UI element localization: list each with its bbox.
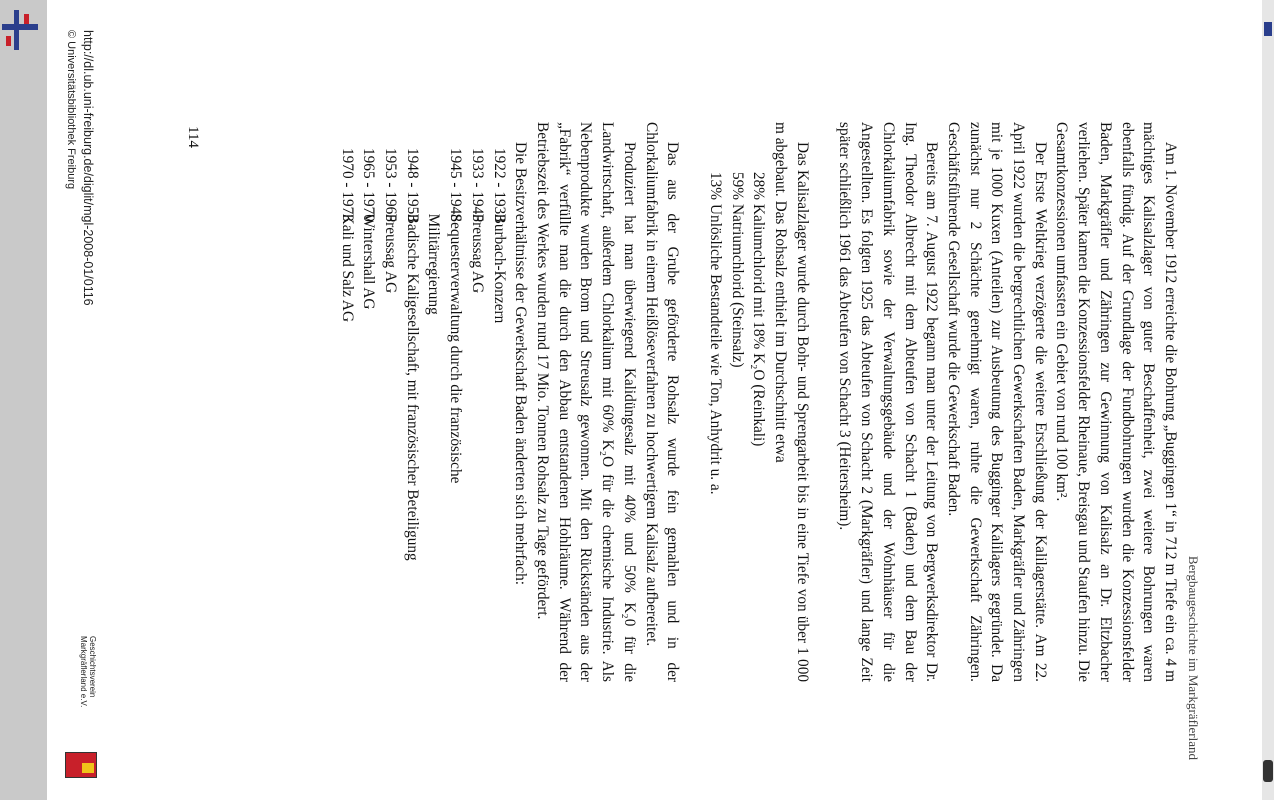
paragraph: Das Kalisalzlager wurde durch Bohr- und Sprengarbeit bis in eine Tiefe von über 1 000 m abgebaut. Das Rohsalz enthielt im Durchschnitt etwa — [772, 122, 811, 682]
society-label — [79, 636, 97, 707]
list-item: 28% Kaliumchlorid mit 18% K₂O (Reinkali) — [750, 172, 768, 447]
paragraph: Die Besitzverhältnisse der Gewerkschaft Baden änderten sich mehrfach: — [512, 142, 530, 586]
list-item: 59% Natriumchlorid (Steinsalz) — [728, 172, 746, 368]
crest-thumb-icon — [1263, 760, 1273, 782]
owners-list — [336, 148, 510, 682]
society-line-1: Geschichtsverein — [88, 636, 97, 698]
next-page-strip[interactable] — [1262, 0, 1274, 800]
list-item: 1933 - 1945 Preussag AG — [468, 148, 486, 294]
source-url-link[interactable]: http://dl.ub.uni-freiburg.de/diglit/mgl-2008-01/0116 — [81, 30, 95, 306]
list-item: 1948 - 1953 Badische Kaligesellschaft, mit französischer Beteiligung — [403, 148, 421, 561]
page-body — [336, 122, 1181, 682]
list-item: 1953 - 1965 Preussag AG — [382, 148, 400, 294]
library-logo-icon — [2, 10, 38, 50]
society-line-2: Markgräflerland e.V. — [79, 636, 88, 708]
paragraph: Am 1. November 1912 erreichte die Bohrung „Buggingen 1“ in 712 m Tiefe ein ca. 4 m mächtiges Kalisalzlager von guter Beschaffenheit, zwei weitere Bohrungen waren ebenfalls fündig. Auf der Grundlage der Fundbohrungen wurden die Konzessionsfelder Baden, Markgräfler und Zähringen zur Gewinnung von Kalisalz an Dr. Eltzbacher verliehen. Später kamen die Konzessionsfelder Rheinaue, Breisgau und Staufen hinzu. Die Gesamtkonzessionen umfassten ein Gebiet von rund 100 km². — [1053, 122, 1179, 682]
list-item: 1945 - 1948 Sequesterverwaltung durch die französische — [447, 148, 465, 484]
list-item: Militärregierung — [425, 213, 443, 315]
copyright-text: © Universitätsbibliothek Freiburg — [65, 30, 77, 190]
list-item: 1965 - 1970 Wintershall AG — [360, 148, 378, 310]
running-head: Bergbaugeschichte im Markgräflerland — [1186, 555, 1201, 760]
paragraph: Bereits am 7. August 1922 begann man unter der Leitung von Bergwerksdirektor Dr. Ing. Theodor Albrecht mit dem Abteufen von Schacht 1 (Baden) und dem Bau der Chlorkaliumfabrik sowie der Verwaltungsgebäude und der Wohnhäuser für die Angestellten. Es folgten 1925 das Abteufen von Schacht 2 (Markgräfler) und lange Zeit später schließlich 1961 das Abteufen von Schacht 3 (Heitersheim). — [836, 122, 941, 682]
paragraph: Das aus der Grube geförderte Rohsalz wurde fein gemahlen und in der Chlorkaliumfabrik in einem Heißlöseverfahren zu hochwertigem Kalisalz aufbereitet. — [642, 122, 682, 682]
list-item: 1970 - 1973 Kali und Salz AG — [338, 148, 356, 322]
composition-list — [704, 172, 769, 682]
page-marker-icon — [1264, 22, 1272, 36]
viewer-left-bar — [0, 0, 47, 800]
paragraph: Produziert hat man überwiegend Kalidüngesalz mit 40% und 50% K₂0 für die Landwirtschaft, außerdem Chlorkalium mit 60% K₂O für die chemische Industrie. Als Nebenprodukte wurden Brom und Streusalz gewonnen. Mit den Rückständen aus der „Fabrik“ verfüllte man die durch den Abbau entstandenen Hohlräume. Während der Betriebszeit des Werkes wurden rund 17 Mio. Tonnen Rohsalz zu Tage gefördert. — [534, 122, 638, 682]
coat-of-arms-icon — [65, 752, 97, 778]
list-item: 13% Unlösliche Bestandteile wie Ton, Anhydrit u. a. — [706, 172, 724, 495]
list-item: 1922 - 1933 Burbach-Konzern — [490, 148, 508, 324]
paragraph: Der Erste Weltkrieg verzögerte die weitere Erschließung der Kalilagerstätte. Am 22. April 1922 wurden die bergrechtlichen Gewerkschaften Baden, Markgräfler und Zähringen mit je 1000 Kuxen (Anteilen) zur Ausbeutung des Bugginger Kalilagers gegründet. Da zunächst nur 2 Schächte genehmigt waren, ruhte die Gewerkschaft Zähringen. Geschäftsführende Gesellschaft wurde die Gewerkschaft Baden. — [944, 122, 1049, 682]
scanned-page — [67, 0, 1207, 800]
page-number: 114 — [185, 126, 201, 148]
